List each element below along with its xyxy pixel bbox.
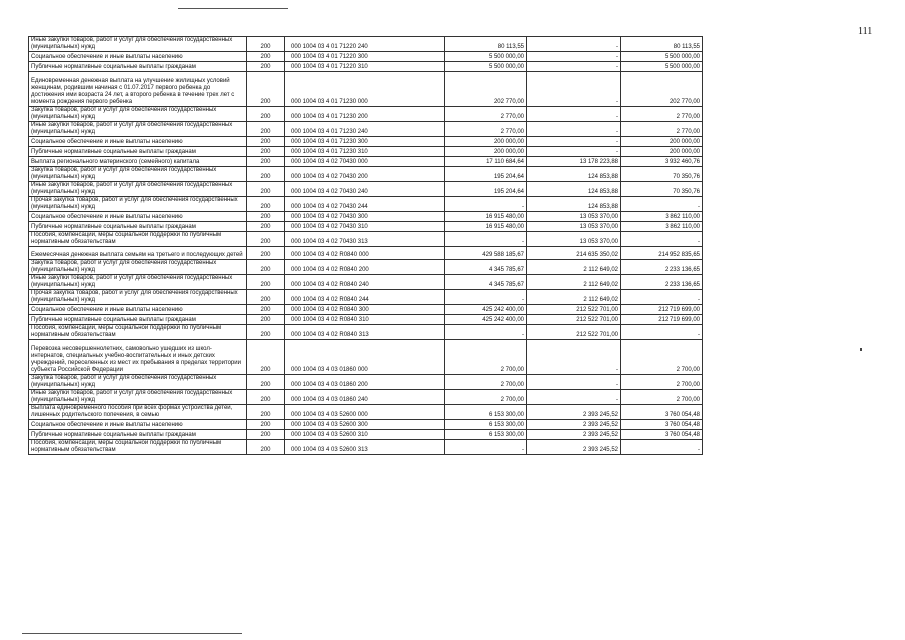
row-amount-approved: 6 153 300,00 bbox=[445, 405, 527, 420]
row-budget-code: 000 1004 03 4 02 70430 240 bbox=[285, 182, 445, 197]
row-department-code: 200 bbox=[247, 430, 285, 440]
table-row bbox=[29, 305, 703, 315]
row-department-code: 200 bbox=[247, 260, 285, 275]
row-amount-approved: 6 153 300,00 bbox=[445, 420, 527, 430]
table-row bbox=[29, 62, 703, 72]
row-name: Перевозка несовершеннолетних, самовольно ушедших из школ-интернатов, специальных учебно-воспитательных и иных детских учреждений, переселенных из мест их пребывания в пределах территории субъекта Российской Федерации bbox=[29, 340, 247, 375]
row-amount-approved: 5 500 000,00 bbox=[445, 62, 527, 72]
row-amount-remaining: 2 770,00 bbox=[621, 122, 703, 137]
row-budget-code: 000 1004 03 4 02 70430 300 bbox=[285, 212, 445, 222]
row-amount-executed: - bbox=[527, 122, 621, 137]
row-budget-code: 000 1004 03 4 02 70430 200 bbox=[285, 167, 445, 182]
table-row bbox=[29, 275, 703, 290]
row-amount-approved: - bbox=[445, 290, 527, 305]
row-name: Публичные нормативные социальные выплаты гражданам bbox=[29, 430, 247, 440]
table-row bbox=[29, 147, 703, 157]
row-budget-code: 000 1004 03 4 02 70430 000 bbox=[285, 157, 445, 167]
row-amount-approved: 4 345 785,67 bbox=[445, 275, 527, 290]
row-department-code: 200 bbox=[247, 182, 285, 197]
row-amount-approved: 80 113,55 bbox=[445, 37, 527, 52]
row-amount-approved: 195 204,64 bbox=[445, 167, 527, 182]
row-amount-executed: 13 053 370,00 bbox=[527, 232, 621, 247]
row-budget-code: 000 1004 03 4 01 71230 310 bbox=[285, 147, 445, 157]
row-department-code: 200 bbox=[247, 137, 285, 147]
row-amount-remaining: - bbox=[621, 440, 703, 455]
row-amount-approved: 2 770,00 bbox=[445, 122, 527, 137]
row-budget-code: 000 1004 03 4 01 71220 300 bbox=[285, 52, 445, 62]
row-department-code: 200 bbox=[247, 72, 285, 107]
table-row bbox=[29, 260, 703, 275]
row-name: Единовременная денежная выплата на улучшение жилищных условий женщинам, родившим начиная с 01.07.2017 первого ребенка до достижения ими возраста 24 лет, а второго ребенка в течение трех лет с момента рождения первого ребенка bbox=[29, 72, 247, 107]
row-budget-code: 000 1004 03 4 01 71230 000 bbox=[285, 72, 445, 107]
row-department-code: 200 bbox=[247, 405, 285, 420]
row-amount-remaining: 70 350,76 bbox=[621, 182, 703, 197]
row-department-code: 200 bbox=[247, 305, 285, 315]
row-budget-code: 000 1004 03 4 02 70430 244 bbox=[285, 197, 445, 212]
table-row bbox=[29, 167, 703, 182]
row-amount-remaining: 212 719 699,00 bbox=[621, 315, 703, 325]
row-department-code: 200 bbox=[247, 52, 285, 62]
table-row bbox=[29, 37, 703, 52]
row-department-code: 200 bbox=[247, 375, 285, 390]
row-amount-approved: 6 153 300,00 bbox=[445, 430, 527, 440]
row-amount-executed: 212 522 701,00 bbox=[527, 315, 621, 325]
row-amount-remaining: 3 760 054,48 bbox=[621, 420, 703, 430]
row-department-code: 200 bbox=[247, 340, 285, 375]
row-department-code: 200 bbox=[247, 275, 285, 290]
row-department-code: 200 bbox=[247, 147, 285, 157]
row-name: Публичные нормативные социальные выплаты гражданам bbox=[29, 147, 247, 157]
row-amount-remaining: 80 113,55 bbox=[621, 37, 703, 52]
row-budget-code: 000 1004 03 4 01 71220 310 bbox=[285, 62, 445, 72]
row-budget-code: 000 1004 03 4 01 71230 300 bbox=[285, 137, 445, 147]
row-department-code: 200 bbox=[247, 440, 285, 455]
row-name: Иные закупки товаров, работ и услуг для обеспечения государственных (муниципальных) нужд bbox=[29, 122, 247, 137]
row-amount-executed: 2 393 245,52 bbox=[527, 430, 621, 440]
row-name: Пособия, компенсации, меры социальной поддержки по публичным нормативным обязательствам bbox=[29, 325, 247, 340]
row-budget-code: 000 1004 03 4 03 52600 313 bbox=[285, 440, 445, 455]
row-amount-remaining: 70 350,76 bbox=[621, 167, 703, 182]
row-name: Прочая закупка товаров, работ и услуг для обеспечения государственных (муниципальных) нужд bbox=[29, 197, 247, 212]
row-name: Пособия, компенсации, меры социальной поддержки по публичным нормативным обязательствам bbox=[29, 440, 247, 455]
table-row bbox=[29, 420, 703, 430]
row-amount-executed: - bbox=[527, 52, 621, 62]
table-row bbox=[29, 315, 703, 325]
row-amount-executed: - bbox=[527, 375, 621, 390]
row-name: Социальное обеспечение и иные выплаты населению bbox=[29, 52, 247, 62]
row-name: Социальное обеспечение и иные выплаты населению bbox=[29, 305, 247, 315]
table-row bbox=[29, 72, 703, 107]
row-amount-approved: 195 204,64 bbox=[445, 182, 527, 197]
row-name: Пособия, компенсации, меры социальной поддержки по публичным нормативным обязательствам bbox=[29, 232, 247, 247]
row-amount-executed: 124 853,88 bbox=[527, 182, 621, 197]
row-amount-remaining: 5 500 000,00 bbox=[621, 62, 703, 72]
row-amount-executed: - bbox=[527, 137, 621, 147]
table-row bbox=[29, 247, 703, 260]
table-row bbox=[29, 340, 703, 375]
row-name: Иные закупки товаров, работ и услуг для обеспечения государственных (муниципальных) нужд bbox=[29, 390, 247, 405]
budget-table bbox=[28, 36, 703, 455]
row-budget-code: 000 1004 03 4 03 01860 000 bbox=[285, 340, 445, 375]
row-amount-executed: 2 112 649,02 bbox=[527, 275, 621, 290]
row-amount-approved: 2 700,00 bbox=[445, 340, 527, 375]
row-amount-executed: 2 393 245,52 bbox=[527, 405, 621, 420]
row-amount-executed: 2 112 649,02 bbox=[527, 260, 621, 275]
table-row bbox=[29, 325, 703, 340]
table-row bbox=[29, 122, 703, 137]
row-budget-code: 000 1004 03 4 02 R0840 200 bbox=[285, 260, 445, 275]
row-name: Прочая закупка товаров, работ и услуг для обеспечения государственных (муниципальных) нужд bbox=[29, 290, 247, 305]
row-budget-code: 000 1004 03 4 03 52600 300 bbox=[285, 420, 445, 430]
scan-mark bbox=[860, 348, 862, 351]
row-amount-remaining: 3 862 110,00 bbox=[621, 222, 703, 232]
row-department-code: 200 bbox=[247, 167, 285, 182]
row-amount-approved: 425 242 400,00 bbox=[445, 305, 527, 315]
row-amount-remaining: 202 770,00 bbox=[621, 72, 703, 107]
row-amount-executed: - bbox=[527, 72, 621, 107]
row-amount-remaining: 5 500 000,00 bbox=[621, 52, 703, 62]
row-amount-remaining: 200 000,00 bbox=[621, 147, 703, 157]
row-amount-approved: 2 700,00 bbox=[445, 390, 527, 405]
row-amount-executed: - bbox=[527, 62, 621, 72]
table-row bbox=[29, 107, 703, 122]
table-row bbox=[29, 157, 703, 167]
row-name: Закупка товаров, работ и услуг для обеспечения государственных (муниципальных) нужд bbox=[29, 375, 247, 390]
table-row bbox=[29, 290, 703, 305]
row-amount-remaining: - bbox=[621, 197, 703, 212]
row-name: Выплата регионального материнского (семейного) капитала bbox=[29, 157, 247, 167]
row-amount-approved: 429 588 185,67 bbox=[445, 247, 527, 260]
row-amount-remaining: 3 862 110,00 bbox=[621, 212, 703, 222]
row-department-code: 200 bbox=[247, 212, 285, 222]
row-department-code: 200 bbox=[247, 222, 285, 232]
table-row bbox=[29, 212, 703, 222]
row-amount-executed: 2 393 245,52 bbox=[527, 440, 621, 455]
bottom-rule bbox=[22, 633, 242, 634]
row-name: Закупка товаров, работ и услуг для обеспечения государственных (муниципальных) нужд bbox=[29, 107, 247, 122]
row-amount-executed: 124 853,88 bbox=[527, 167, 621, 182]
row-budget-code: 000 1004 03 4 02 R0840 000 bbox=[285, 247, 445, 260]
row-department-code: 200 bbox=[247, 325, 285, 340]
row-amount-executed: - bbox=[527, 37, 621, 52]
row-amount-approved: 202 770,00 bbox=[445, 72, 527, 107]
row-amount-remaining: 212 719 699,00 bbox=[621, 305, 703, 315]
row-amount-approved: - bbox=[445, 232, 527, 247]
row-department-code: 200 bbox=[247, 247, 285, 260]
row-department-code: 200 bbox=[247, 157, 285, 167]
row-amount-remaining: - bbox=[621, 232, 703, 247]
top-rule bbox=[178, 8, 288, 9]
table-row bbox=[29, 405, 703, 420]
row-amount-remaining: 214 952 835,65 bbox=[621, 247, 703, 260]
row-amount-executed: 2 112 649,02 bbox=[527, 290, 621, 305]
row-amount-executed: 13 053 370,00 bbox=[527, 212, 621, 222]
row-name: Закупка товаров, работ и услуг для обеспечения государственных (муниципальных) нужд bbox=[29, 167, 247, 182]
row-department-code: 200 bbox=[247, 232, 285, 247]
row-department-code: 200 bbox=[247, 107, 285, 122]
row-amount-approved: 16 915 480,00 bbox=[445, 222, 527, 232]
table-row bbox=[29, 137, 703, 147]
row-amount-executed: 124 853,88 bbox=[527, 197, 621, 212]
row-amount-approved: - bbox=[445, 440, 527, 455]
row-amount-remaining: 3 932 460,76 bbox=[621, 157, 703, 167]
row-amount-executed: 13 178 223,88 bbox=[527, 157, 621, 167]
row-name: Публичные нормативные социальные выплаты гражданам bbox=[29, 62, 247, 72]
row-amount-remaining: 2 700,00 bbox=[621, 375, 703, 390]
row-amount-approved: 425 242 400,00 bbox=[445, 315, 527, 325]
row-department-code: 200 bbox=[247, 37, 285, 52]
row-amount-executed: 214 635 350,02 bbox=[527, 247, 621, 260]
row-name: Закупка товаров, работ и услуг для обеспечения государственных (муниципальных) нужд bbox=[29, 260, 247, 275]
row-amount-remaining: 2 700,00 bbox=[621, 390, 703, 405]
row-amount-approved: 2 700,00 bbox=[445, 375, 527, 390]
row-department-code: 200 bbox=[247, 290, 285, 305]
table-row bbox=[29, 197, 703, 212]
row-department-code: 200 bbox=[247, 62, 285, 72]
page-number: 111 bbox=[858, 26, 873, 37]
row-budget-code: 000 1004 03 4 02 R0840 313 bbox=[285, 325, 445, 340]
row-budget-code: 000 1004 03 4 03 01860 240 bbox=[285, 390, 445, 405]
row-budget-code: 000 1004 03 4 02 R0840 310 bbox=[285, 315, 445, 325]
row-name: Иные закупки товаров, работ и услуг для обеспечения государственных (муниципальных) нужд bbox=[29, 37, 247, 52]
row-amount-executed: 212 522 701,00 bbox=[527, 305, 621, 315]
row-department-code: 200 bbox=[247, 197, 285, 212]
table-row bbox=[29, 52, 703, 62]
row-amount-approved: - bbox=[445, 325, 527, 340]
row-amount-remaining: - bbox=[621, 290, 703, 305]
row-budget-code: 000 1004 03 4 01 71230 200 bbox=[285, 107, 445, 122]
row-budget-code: 000 1004 03 4 02 70430 313 bbox=[285, 232, 445, 247]
row-name: Социальное обеспечение и иные выплаты населению bbox=[29, 137, 247, 147]
row-amount-remaining: 3 760 054,48 bbox=[621, 430, 703, 440]
row-amount-approved: 4 345 785,67 bbox=[445, 260, 527, 275]
row-budget-code: 000 1004 03 4 03 52600 000 bbox=[285, 405, 445, 420]
row-name: Публичные нормативные социальные выплаты гражданам bbox=[29, 222, 247, 232]
row-amount-approved: 2 770,00 bbox=[445, 107, 527, 122]
row-amount-executed: 2 393 245,52 bbox=[527, 420, 621, 430]
table-row bbox=[29, 222, 703, 232]
row-amount-remaining: - bbox=[621, 325, 703, 340]
row-amount-executed: - bbox=[527, 340, 621, 375]
table-row bbox=[29, 182, 703, 197]
row-budget-code: 000 1004 03 4 02 70430 310 bbox=[285, 222, 445, 232]
row-amount-remaining: 2 700,00 bbox=[621, 340, 703, 375]
row-amount-executed: 212 522 701,00 bbox=[527, 325, 621, 340]
budget-table-body bbox=[29, 37, 703, 455]
row-amount-approved: 5 500 000,00 bbox=[445, 52, 527, 62]
table-row bbox=[29, 440, 703, 455]
row-amount-executed: 13 053 370,00 bbox=[527, 222, 621, 232]
row-name: Публичные нормативные социальные выплаты гражданам bbox=[29, 315, 247, 325]
row-department-code: 200 bbox=[247, 122, 285, 137]
table-row bbox=[29, 390, 703, 405]
row-amount-remaining: 200 000,00 bbox=[621, 137, 703, 147]
row-budget-code: 000 1004 03 4 02 R0840 300 bbox=[285, 305, 445, 315]
row-budget-code: 000 1004 03 4 03 01860 200 bbox=[285, 375, 445, 390]
row-budget-code: 000 1004 03 4 01 71220 240 bbox=[285, 37, 445, 52]
row-amount-remaining: 2 770,00 bbox=[621, 107, 703, 122]
row-amount-approved: 200 000,00 bbox=[445, 147, 527, 157]
row-amount-approved: 17 110 684,64 bbox=[445, 157, 527, 167]
row-department-code: 200 bbox=[247, 390, 285, 405]
row-amount-approved: 16 915 480,00 bbox=[445, 212, 527, 222]
table-row bbox=[29, 430, 703, 440]
row-amount-executed: - bbox=[527, 147, 621, 157]
row-name: Иные закупки товаров, работ и услуг для обеспечения государственных (муниципальных) нужд bbox=[29, 182, 247, 197]
row-amount-remaining: 2 233 136,65 bbox=[621, 275, 703, 290]
row-name: Выплата единовременного пособия при всех формах устройства детей, лишенных родительского попечения, в семью bbox=[29, 405, 247, 420]
row-amount-remaining: 2 233 136,65 bbox=[621, 260, 703, 275]
row-budget-code: 000 1004 03 4 02 R0840 240 bbox=[285, 275, 445, 290]
row-amount-approved: 200 000,00 bbox=[445, 137, 527, 147]
row-budget-code: 000 1004 03 4 03 52600 310 bbox=[285, 430, 445, 440]
row-name: Ежемесячная денежная выплата семьям на третьего и последующих детей bbox=[29, 247, 247, 260]
row-department-code: 200 bbox=[247, 315, 285, 325]
table-row bbox=[29, 375, 703, 390]
row-amount-remaining: 3 760 054,48 bbox=[621, 405, 703, 420]
row-amount-executed: - bbox=[527, 390, 621, 405]
row-name: Иные закупки товаров, работ и услуг для обеспечения государственных (муниципальных) нужд bbox=[29, 275, 247, 290]
row-budget-code: 000 1004 03 4 01 71230 240 bbox=[285, 122, 445, 137]
row-budget-code: 000 1004 03 4 02 R0840 244 bbox=[285, 290, 445, 305]
row-name: Социальное обеспечение и иные выплаты населению bbox=[29, 212, 247, 222]
row-name: Социальное обеспечение и иные выплаты населению bbox=[29, 420, 247, 430]
table-row bbox=[29, 232, 703, 247]
row-amount-approved: - bbox=[445, 197, 527, 212]
row-department-code: 200 bbox=[247, 420, 285, 430]
row-amount-executed: - bbox=[527, 107, 621, 122]
